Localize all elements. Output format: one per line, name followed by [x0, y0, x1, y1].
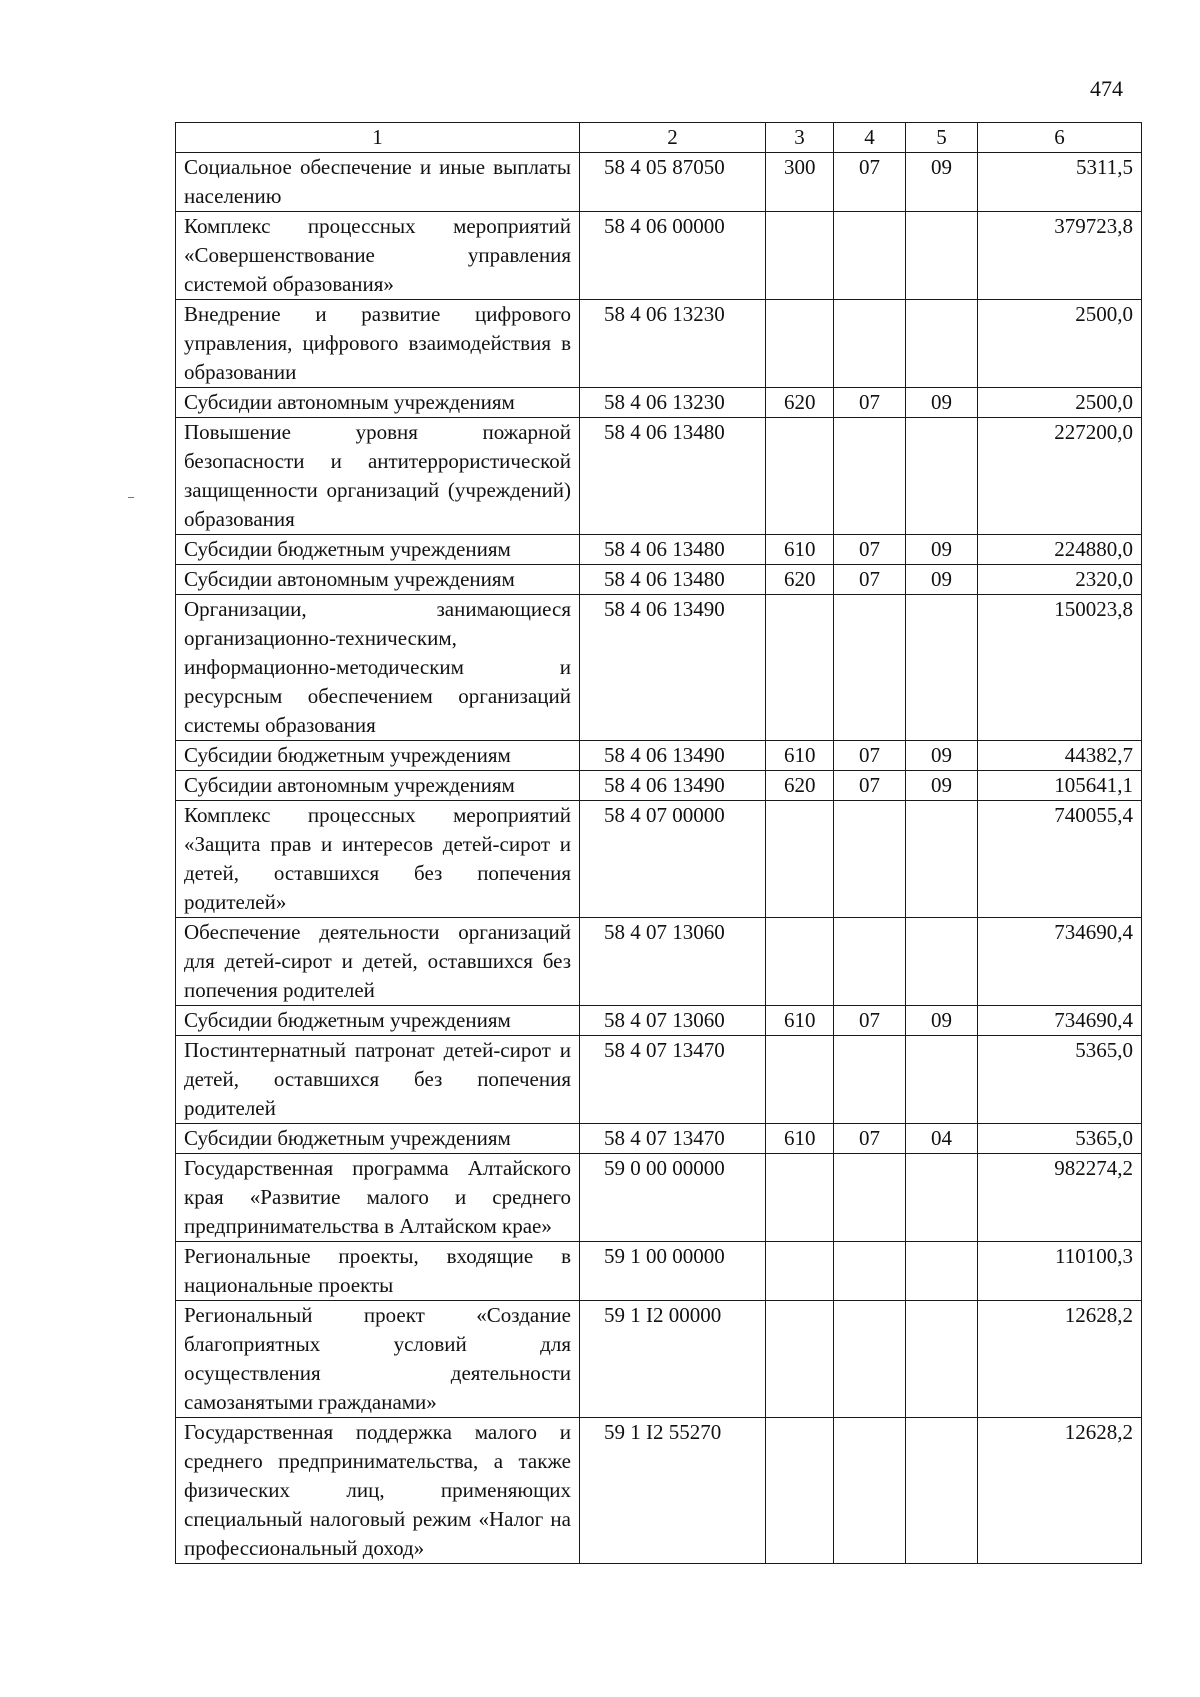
budget-code-cell: 59 1 I2 00000 — [580, 1301, 766, 1418]
header-row — [176, 123, 1142, 153]
budget-table — [175, 122, 1142, 1564]
table-row — [176, 771, 1142, 801]
section-cell — [834, 1154, 906, 1242]
subsection-cell — [906, 801, 978, 918]
expense-type-cell — [766, 1242, 834, 1301]
table-row — [176, 1036, 1142, 1124]
subsection-cell — [906, 595, 978, 741]
amount-cell: 227200,0 — [978, 418, 1142, 535]
row-name-cell: Субсидии автономным учреждениям — [176, 771, 580, 801]
amount-cell: 5365,0 — [978, 1124, 1142, 1154]
table-row — [176, 1418, 1142, 1564]
amount-cell: 12628,2 — [978, 1418, 1142, 1564]
section-cell — [834, 595, 906, 741]
amount-cell: 224880,0 — [978, 535, 1142, 565]
section-cell: 07 — [834, 565, 906, 595]
subsection-cell — [906, 1242, 978, 1301]
subsection-cell: 09 — [906, 388, 978, 418]
expense-type-cell — [766, 801, 834, 918]
amount-cell: 44382,7 — [978, 741, 1142, 771]
section-cell — [834, 918, 906, 1006]
section-cell — [834, 1242, 906, 1301]
subsection-cell — [906, 1154, 978, 1242]
budget-code-cell: 58 4 07 13060 — [580, 1006, 766, 1036]
budget-code-cell: 59 1 I2 55270 — [580, 1418, 766, 1564]
page-number: 474 — [1090, 76, 1123, 101]
budget-code-cell: 58 4 07 13470 — [580, 1124, 766, 1154]
row-name-cell: Комплекс процессных мероприятий «Защита прав и интересов детей-сирот и детей, оставшихся без попечения родителей» — [176, 801, 580, 918]
header-cell-4: 4 — [834, 123, 906, 153]
amount-cell: 12628,2 — [978, 1301, 1142, 1418]
budget-code-cell: 59 1 00 00000 — [580, 1242, 766, 1301]
amount-cell: 105641,1 — [978, 771, 1142, 801]
budget-code-cell: 58 4 06 13490 — [580, 771, 766, 801]
budget-code-cell: 59 0 00 00000 — [580, 1154, 766, 1242]
row-name-cell: Организации, занимающиеся организационно-техническим, информационно-методическим и ресурсным обеспечением организаций системы образования — [176, 595, 580, 741]
subsection-cell: 09 — [906, 771, 978, 801]
budget-code-cell: 58 4 05 87050 — [580, 153, 766, 212]
table-row — [176, 801, 1142, 918]
header-cell-6: 6 — [978, 123, 1142, 153]
table-row — [176, 153, 1142, 212]
section-cell: 07 — [834, 1006, 906, 1036]
table-row — [176, 595, 1142, 741]
header-cell-2: 2 — [580, 123, 766, 153]
amount-cell: 110100,3 — [978, 1242, 1142, 1301]
section-cell: 07 — [834, 771, 906, 801]
expense-type-cell — [766, 1154, 834, 1242]
row-name-cell: Региональные проекты, входящие в национальные проекты — [176, 1242, 580, 1301]
section-cell: 07 — [834, 153, 906, 212]
subsection-cell — [906, 212, 978, 300]
section-cell: 07 — [834, 535, 906, 565]
table-row — [176, 1124, 1142, 1154]
row-name-cell: Внедрение и развитие цифрового управления, цифрового взаимодействия в образовании — [176, 300, 580, 388]
subsection-cell — [906, 1036, 978, 1124]
row-name-cell: Постинтернатный патронат детей-сирот и детей, оставшихся без попечения родителей — [176, 1036, 580, 1124]
expense-type-cell: 620 — [766, 771, 834, 801]
expense-type-cell — [766, 1301, 834, 1418]
table-row — [176, 565, 1142, 595]
subsection-cell: 04 — [906, 1124, 978, 1154]
row-name-cell: Социальное обеспечение и иные выплаты населению — [176, 153, 580, 212]
row-name-cell: Государственная поддержка малого и среднего предпринимательства, а также физических лиц, применяющих специальный налоговый режим «Налог на профессиональный доход» — [176, 1418, 580, 1564]
section-cell — [834, 1301, 906, 1418]
subsection-cell — [906, 1418, 978, 1564]
row-name-cell: Региональный проект «Создание благоприятных условий для осуществления деятельности самозанятыми гражданами» — [176, 1301, 580, 1418]
table-header — [176, 123, 1142, 153]
budget-code-cell: 58 4 06 13480 — [580, 535, 766, 565]
subsection-cell — [906, 1301, 978, 1418]
amount-cell: 734690,4 — [978, 918, 1142, 1006]
amount-cell: 5365,0 — [978, 1036, 1142, 1124]
budget-code-cell: 58 4 07 13060 — [580, 918, 766, 1006]
row-name-cell: Субсидии бюджетным учреждениям — [176, 535, 580, 565]
subsection-cell: 09 — [906, 565, 978, 595]
section-cell — [834, 212, 906, 300]
amount-cell: 734690,4 — [978, 1006, 1142, 1036]
budget-code-cell: 58 4 06 13230 — [580, 388, 766, 418]
section-cell — [834, 300, 906, 388]
expense-type-cell: 610 — [766, 741, 834, 771]
section-cell: 07 — [834, 388, 906, 418]
amount-cell: 2500,0 — [978, 300, 1142, 388]
row-name-cell: Государственная программа Алтайского края «Развитие малого и среднего предпринимательства в Алтайском крае» — [176, 1154, 580, 1242]
table-row — [176, 1006, 1142, 1036]
budget-code-cell: 58 4 06 13480 — [580, 565, 766, 595]
expense-type-cell: 610 — [766, 535, 834, 565]
budget-code-cell: 58 4 07 13470 — [580, 1036, 766, 1124]
header-cell-3: 3 — [766, 123, 834, 153]
expense-type-cell — [766, 418, 834, 535]
margin-mark — [128, 497, 134, 498]
expense-type-cell: 300 — [766, 153, 834, 212]
row-name-cell: Субсидии бюджетным учреждениям — [176, 1124, 580, 1154]
section-cell — [834, 1418, 906, 1564]
section-cell — [834, 1036, 906, 1124]
section-cell — [834, 418, 906, 535]
expense-type-cell — [766, 212, 834, 300]
subsection-cell — [906, 300, 978, 388]
table-row — [176, 418, 1142, 535]
expense-type-cell: 610 — [766, 1124, 834, 1154]
row-name-cell: Субсидии бюджетным учреждениям — [176, 741, 580, 771]
table-row — [176, 388, 1142, 418]
subsection-cell — [906, 918, 978, 1006]
amount-cell: 379723,8 — [978, 212, 1142, 300]
table-row — [176, 1301, 1142, 1418]
budget-code-cell: 58 4 06 00000 — [580, 212, 766, 300]
budget-code-cell: 58 4 07 00000 — [580, 801, 766, 918]
table-row — [176, 918, 1142, 1006]
expense-type-cell — [766, 595, 834, 741]
budget-code-cell: 58 4 06 13480 — [580, 418, 766, 535]
row-name-cell: Субсидии автономным учреждениям — [176, 565, 580, 595]
amount-cell: 740055,4 — [978, 801, 1142, 918]
table-row — [176, 212, 1142, 300]
expense-type-cell: 610 — [766, 1006, 834, 1036]
budget-code-cell: 58 4 06 13490 — [580, 741, 766, 771]
subsection-cell — [906, 418, 978, 535]
row-name-cell: Обеспечение деятельности организаций для детей-сирот и детей, оставшихся без попечения родителей — [176, 918, 580, 1006]
amount-cell: 5311,5 — [978, 153, 1142, 212]
subsection-cell: 09 — [906, 1006, 978, 1036]
subsection-cell: 09 — [906, 741, 978, 771]
expense-type-cell — [766, 1036, 834, 1124]
row-name-cell: Повышение уровня пожарной безопасности и антитеррористической защищенности организаций (учреждений) образования — [176, 418, 580, 535]
amount-cell: 150023,8 — [978, 595, 1142, 741]
table-row — [176, 300, 1142, 388]
expense-type-cell: 620 — [766, 388, 834, 418]
expense-type-cell — [766, 918, 834, 1006]
table-row — [176, 1242, 1142, 1301]
row-name-cell: Комплекс процессных мероприятий «Совершенствование управления системой образования» — [176, 212, 580, 300]
section-cell — [834, 801, 906, 918]
expense-type-cell — [766, 1418, 834, 1564]
table-row — [176, 1154, 1142, 1242]
section-cell: 07 — [834, 1124, 906, 1154]
header-cell-1: 1 — [176, 123, 580, 153]
amount-cell: 982274,2 — [978, 1154, 1142, 1242]
budget-code-cell: 58 4 06 13230 — [580, 300, 766, 388]
amount-cell: 2320,0 — [978, 565, 1142, 595]
table-body — [176, 153, 1142, 1564]
row-name-cell: Субсидии бюджетным учреждениям — [176, 1006, 580, 1036]
subsection-cell: 09 — [906, 153, 978, 212]
header-cell-5: 5 — [906, 123, 978, 153]
table-row — [176, 741, 1142, 771]
budget-code-cell: 58 4 06 13490 — [580, 595, 766, 741]
amount-cell: 2500,0 — [978, 388, 1142, 418]
subsection-cell: 09 — [906, 535, 978, 565]
expense-type-cell — [766, 300, 834, 388]
expense-type-cell: 620 — [766, 565, 834, 595]
section-cell: 07 — [834, 741, 906, 771]
table-row — [176, 535, 1142, 565]
row-name-cell: Субсидии автономным учреждениям — [176, 388, 580, 418]
